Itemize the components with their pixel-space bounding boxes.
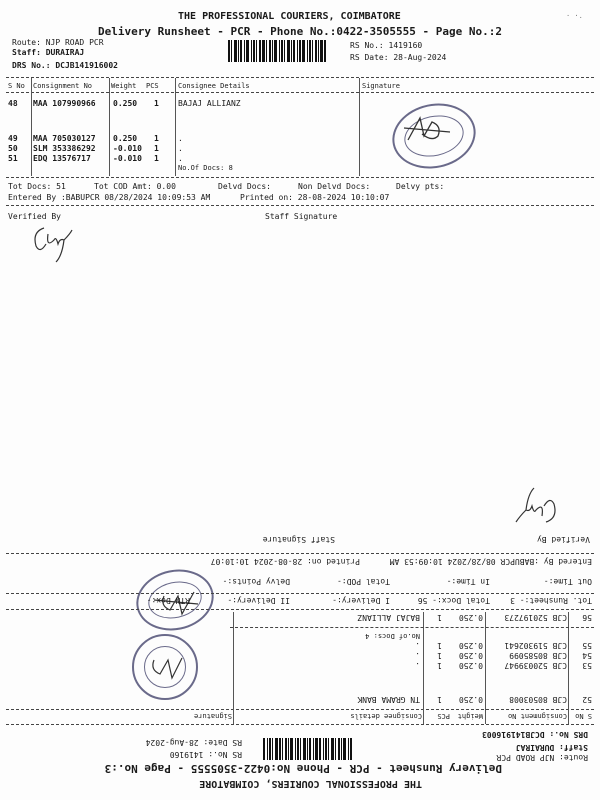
row-weight: 0.250 [113, 99, 138, 108]
route-label: Route: NJP ROAD PCR [12, 38, 104, 47]
staff-label: Staff: DURAIRAJ [12, 48, 85, 57]
staff-label: Staff: DURAIRAJ [515, 743, 588, 752]
entered-by: Entered By :BABUPCR 08/28/2024 10:09:53 AM [389, 557, 592, 566]
row-consignment: CJB 80585099 [509, 651, 567, 660]
row-weight: 0.250 [458, 651, 483, 660]
divider [6, 205, 594, 206]
row-details: . [415, 641, 420, 650]
row-consignment: SLM 353386292 [33, 144, 96, 153]
row-pcs: 1 [154, 134, 159, 143]
in-time: In Time:- [446, 577, 490, 586]
row-consignment: CJB 80503008 [509, 695, 567, 704]
column-rule [359, 78, 360, 176]
verified-by-label: Verified By [537, 535, 590, 544]
row-details: . [178, 134, 183, 143]
row-weight: 0.250 [113, 134, 138, 143]
row-pcs: 1 [154, 144, 159, 153]
row-pcs: 1 [437, 641, 442, 650]
row-sno: 56 [582, 613, 592, 622]
row-consignment: CJB 519302641 [504, 641, 567, 650]
row-weight: -0.010 [113, 154, 142, 163]
entered-by: Entered By :BABUPCR 08/28/2024 10:09:53 AM [8, 193, 211, 202]
col-header-pcs: PCS [437, 712, 450, 720]
runsheet-title: Delivery Runsheet - PCR - Phone No:0422-3505555 - Page No.:3 [104, 762, 502, 775]
col-header-weight: Weight [457, 712, 483, 720]
col-header-pcs: PCS [146, 82, 159, 90]
rtn-docs: RTN Dox:- [146, 596, 190, 605]
row-details: . [415, 651, 420, 660]
row-weight: 0.250 [458, 613, 483, 622]
runsheet-page-3 [0, 400, 600, 800]
divider [230, 627, 594, 628]
row-consignment: CJB 520197273 [504, 613, 567, 622]
barcode [228, 40, 336, 62]
verifier-signature [504, 484, 560, 528]
col-header-consignee: Consignee Details [178, 82, 250, 90]
column-rule [175, 78, 176, 176]
divider [6, 593, 594, 594]
tot-runsheet: Tot. Runsheet:- 3 [510, 596, 592, 605]
row-weight: 0.250 [458, 661, 483, 670]
col-header-signature: Signature [194, 712, 232, 720]
row-pcs: 1 [437, 613, 442, 622]
divider [6, 177, 594, 178]
rs-date: RS Date: 28-Aug-2024 [350, 53, 447, 62]
row-pcs: 1 [437, 695, 442, 704]
drs-number: DRS No.: DCJB141916003 [482, 730, 588, 739]
staff-signature-label: Staff Signature [262, 535, 335, 544]
delvd-docs: Delvd Docs: [218, 182, 271, 191]
ii-delivery: II Delivery:- [227, 596, 290, 605]
route-label: Route: NJP ROAD PCR [496, 753, 588, 762]
column-rule [485, 612, 486, 724]
row-details: BAJAJ ALLIANZ [357, 613, 420, 622]
row-sno: 50 [8, 144, 18, 153]
row-details: . [178, 154, 183, 163]
row-pcs: 1 [154, 99, 159, 108]
column-rule [233, 612, 234, 724]
row-details: . [178, 144, 183, 153]
non-delvd-docs: Non Delvd Docs: [298, 182, 371, 191]
runsheet-title: Delivery Runsheet - PCR - Phone No.:0422-3505555 - Page No.:2 [98, 25, 502, 38]
divider [6, 709, 594, 710]
row-consignment: MAA 107990966 [33, 99, 96, 108]
out-time: Out Time:- [543, 577, 592, 586]
column-rule [31, 78, 32, 176]
row-pcs: 1 [437, 651, 442, 660]
row-sno: 48 [8, 99, 18, 108]
delvy-pts: Delvy pts: [396, 182, 445, 191]
tot-docs: Tot Docs: 51 [8, 182, 66, 191]
delvy-points: Delvy Points:- [222, 577, 290, 586]
divider [6, 553, 594, 554]
row-consignment: MAA 705030127 [33, 134, 96, 143]
row-consignment: EDQ 13576717 [33, 154, 91, 163]
verified-by-label: Verified By [8, 212, 61, 221]
verifier-signature [30, 222, 80, 266]
column-rule [423, 612, 424, 724]
no-of-docs: No.of Docs: 4 [365, 632, 420, 640]
col-header-consignment: Consignment No [33, 82, 93, 90]
rs-number: RS No.: 1419160 [169, 750, 242, 759]
signature-mark [398, 110, 458, 150]
row-sno: 54 [582, 651, 592, 660]
row-pcs: 1 [154, 154, 159, 163]
col-header-signature: Signature [362, 82, 400, 90]
no-of-docs: No.Of Docs: 8 [178, 164, 233, 172]
col-header-sno: S No [575, 712, 592, 720]
i-delivery: I Delivery:- [332, 596, 390, 605]
signature-mark [140, 650, 190, 684]
col-header-consignee: Consignee details [350, 712, 422, 720]
row-weight: 0.250 [458, 641, 483, 650]
total-pod: Total POD:- [337, 577, 390, 586]
col-header-sno: S No [8, 82, 25, 90]
drs-number: DRS No.: DCJB141916002 [12, 61, 118, 70]
corner-mark: · ·. [566, 12, 583, 20]
row-details: . [415, 661, 420, 670]
divider [6, 609, 594, 610]
divider [6, 724, 594, 725]
row-details: TN GRAMA BANK [357, 695, 420, 704]
company-name: THE PROFESSIONAL COURIERS, COIMBATORE [178, 11, 401, 22]
column-rule [568, 612, 569, 724]
row-sno: 51 [8, 154, 18, 163]
row-sno: 55 [582, 641, 592, 650]
row-weight: -0.010 [113, 144, 142, 153]
printed-on: Printed on: 28-08-2024 10:10:07 [210, 557, 360, 566]
col-header-weight: Weight [111, 82, 137, 90]
divider [6, 77, 594, 78]
staff-signature-label: Staff Signature [265, 212, 338, 221]
col-header-consignment: Consignment No [507, 712, 567, 720]
printed-on: Printed on: 28-08-2024 10:10:07 [240, 193, 390, 202]
rs-number: RS No.: 1419160 [350, 41, 423, 50]
column-rule [109, 78, 110, 176]
row-details: BAJAJ ALLIANZ [178, 99, 241, 108]
divider [6, 92, 594, 93]
row-weight: 0.250 [458, 695, 483, 704]
tot-cod-amt: Tot COD Amt: 0.00 [94, 182, 176, 191]
row-consignment: CJB 520039947 [504, 661, 567, 670]
row-sno: 52 [582, 695, 592, 704]
rs-date: RS Date: 28-Aug-2024 [145, 738, 242, 747]
total-docs: Total Docx:- 56 [417, 596, 490, 605]
row-pcs: 1 [437, 661, 442, 670]
barcode [252, 738, 352, 760]
row-sno: 49 [8, 134, 18, 143]
row-sno: 53 [582, 661, 592, 670]
company-name: THE PROFESSIONAL COURIERS, COIMBATORE [199, 778, 422, 789]
